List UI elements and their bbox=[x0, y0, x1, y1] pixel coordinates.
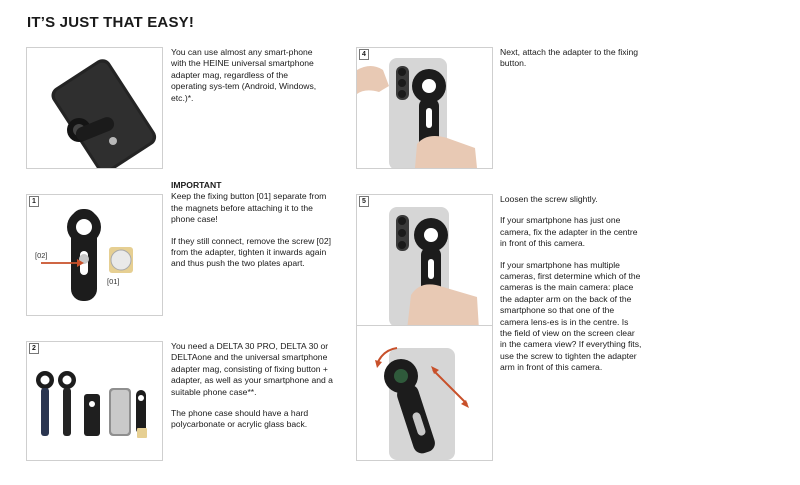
step-number: 1 bbox=[29, 196, 39, 207]
step-5-text bbox=[500, 194, 642, 384]
step-2-image bbox=[26, 341, 163, 461]
step-4-image bbox=[356, 47, 493, 169]
adjust-adapter-arm-illustration bbox=[357, 326, 492, 460]
step-2-text bbox=[171, 341, 333, 441]
step-number: 5 bbox=[359, 196, 369, 207]
important-heading: IMPORTANT bbox=[171, 180, 222, 190]
step-5-paragraph-3: If your smartphone has multiple cameras, first determine which of the cameras is the main camera: place the adapter arm on the back of the smartphone so that one of the camera lens-es is in the centre. Is the field of view on the screen clear in the camera view? If everything fits, use the screw to tighten the adapter arm in front of this camera. bbox=[500, 259, 642, 373]
step-4-paragraph-1: Next, attach the adapter to the fixing button. bbox=[500, 47, 639, 69]
step-1-paragraph-1: Keep the fixing button [01] separate from the magnets before attaching it to the phone case! bbox=[171, 191, 327, 225]
intro-paragraph: You can use almost any smart-phone with the HEINE universal smartphone adapter mag, regardless of the operating sys-tem (Android, Windows, etc.)*. bbox=[171, 47, 317, 103]
required-items-illustration bbox=[27, 342, 162, 460]
step-1-image bbox=[26, 194, 163, 316]
step-2-paragraph-2: The phone case should have a hard polycarbonate or acrylic glass back. bbox=[171, 408, 309, 430]
page-title: IT’S JUST THAT EASY! bbox=[27, 14, 195, 31]
phone-with-adapter-illustration bbox=[27, 48, 162, 168]
step-number: 4 bbox=[359, 49, 369, 60]
intro-text bbox=[171, 47, 321, 114]
step-1-text bbox=[171, 180, 333, 280]
label-fixing-button: [01] bbox=[107, 277, 120, 286]
step-1-paragraph-2: If they still connect, remove the screw [02] from the adapter, tighten it inwards again and thus push the two plates apart. bbox=[171, 235, 332, 269]
step-5-paragraph-1: Loosen the screw slightly. bbox=[500, 194, 598, 204]
intro-image bbox=[26, 47, 163, 169]
step-4-text bbox=[500, 47, 645, 80]
step-5-image-bottom bbox=[356, 325, 493, 461]
step-number: 2 bbox=[29, 343, 39, 354]
label-screw: [02] bbox=[35, 251, 48, 260]
step-5-paragraph-2: If your smartphone has just one camera, fix the adapter in the centre in front of this camera. bbox=[500, 215, 638, 249]
loosen-screw-illustration bbox=[357, 195, 492, 330]
step-2-paragraph-1: You need a DELTA 30 PRO, DELTA 30 or DELTAone and the universal smartphone adapter mag, consisting of fixing button + adapter, as well as your smartphone and a suitable phone case**. bbox=[171, 341, 333, 397]
step-5-image-top bbox=[356, 194, 493, 331]
attach-adapter-illustration bbox=[357, 48, 492, 168]
